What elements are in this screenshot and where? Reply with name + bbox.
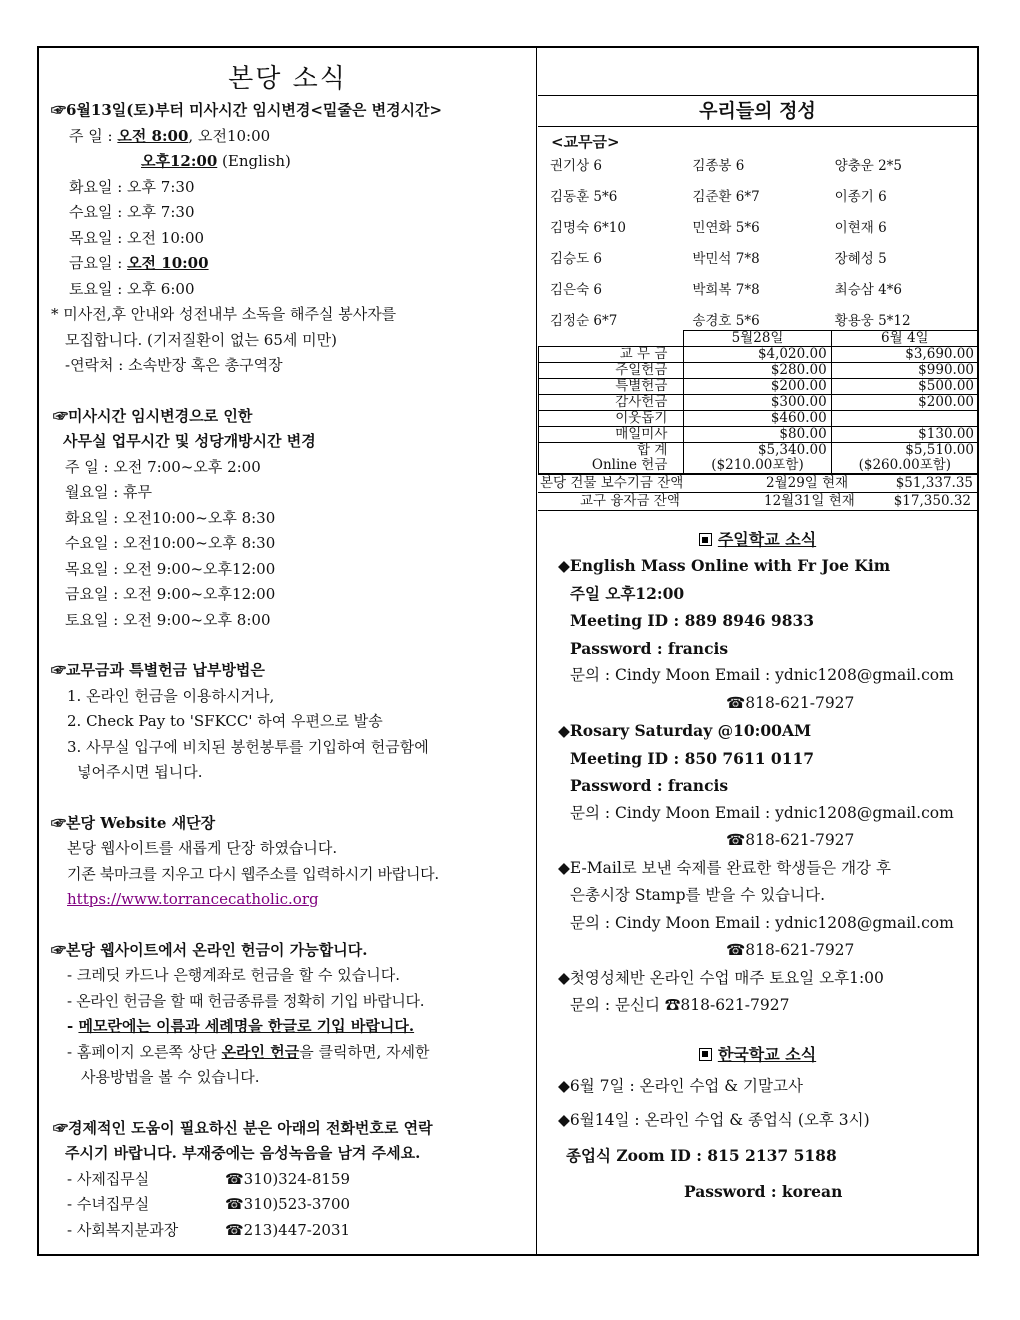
assistance-heading-2: 주시기 바랍니다. 부재중에는 음성녹음을 남겨 주세요.	[65, 1144, 421, 1162]
date-header: 5월28일	[684, 331, 831, 347]
friday-label: 금요일 :	[69, 254, 128, 272]
payment-line-3: 3. 사무실 입구에 비치된 봉헌봉투를 기입하여 헌금함에	[67, 737, 429, 756]
offering-value: $130.00	[831, 427, 978, 443]
meeting-password: Password : francis	[570, 638, 729, 658]
office-hours-row: 토요일 : 오전 9:00~오후 8:00	[65, 610, 271, 629]
korean-school-heading	[538, 1042, 977, 1065]
donor-row	[538, 244, 977, 275]
rosary-item: ◆Rosary Saturday @10:00AM	[558, 721, 812, 740]
sunday-label: 주 일 :	[69, 126, 113, 145]
online-giving-line-5: 사용방법을 볼 수 있습니다.	[81, 1068, 260, 1086]
donor-entry: 박민석 7*8	[692, 251, 760, 267]
assistance-heading-1: ☞경제적인 도움이 필요하신 분은 아래의 전화번호로 연락	[53, 1118, 433, 1137]
memo-instruction: 메모란에는 이름과 세례명을 한글로 기입 바랍니다.	[78, 1017, 415, 1035]
offering-label: 이웃돕기	[539, 411, 684, 427]
sunday-row	[51, 124, 536, 150]
website-heading: ☞본당 Website 새단장	[51, 813, 216, 832]
balance-date: 2월29일 현재	[766, 475, 849, 491]
left-column	[39, 48, 536, 1254]
donor-entry: 김정순 6*7	[550, 313, 618, 329]
volunteer-note-2: 모집합니다. (기저질환이 없는 65세 미만)	[65, 330, 337, 349]
website-line-1: 본당 웹사이트를 새롭게 단장 하였습니다.	[67, 839, 338, 857]
english-mass-item: ◆English Mass Online with Fr Joe Kim	[558, 556, 891, 575]
korean-school-item: ◆6월 7일 : 온라인 수업 & 기말고사	[558, 1076, 803, 1095]
first-communion-contact: 문의 : 문신디 ☎818-621-7927	[570, 996, 790, 1014]
thursday-row: 목요일 : 오전 10:00	[69, 228, 205, 247]
homework-item: ◆E-Mail로 보낸 숙제를 완료한 학생들은 개강 후	[558, 858, 891, 877]
donor-entry: 김은숙 6	[550, 282, 603, 298]
office-hours-heading-2: 사무실 업무시간 및 성당개방시간 변경	[63, 432, 316, 450]
contact-phone: ☎818-621-7927	[726, 693, 855, 712]
payment-line-2: 2. Check Pay to 'SFKCC' 하여 우편으로 발송	[67, 712, 383, 730]
balance-amount: $17,350.32	[893, 493, 971, 509]
online-giving-line-1: - 크레딧 카드나 은행계좌로 헌금을 할 수 있습니다.	[67, 966, 401, 984]
donor-row	[538, 213, 977, 244]
contact-phone: ☎213)447-2031	[225, 1220, 351, 1239]
offering-value: $3,690.00	[831, 347, 978, 363]
offering-label: 주일헌금	[539, 363, 684, 379]
graduation-password: Password : korean	[684, 1181, 843, 1201]
online-giving-section	[39, 938, 536, 1091]
donor-entry: 권기상 6	[550, 158, 603, 174]
sunday-row-2	[51, 149, 536, 175]
tuesday-row: 화요일 : 오후 7:30	[69, 177, 195, 196]
contact-row	[53, 1167, 536, 1193]
meeting-id: Meeting ID : 889 8946 9833	[570, 611, 815, 630]
donor-entry: 이현재 6	[834, 220, 887, 236]
offering-value: $280.00	[684, 363, 831, 379]
offering-value: $200.00	[684, 379, 831, 395]
offering-row	[539, 363, 979, 379]
offering-value: $300.00	[684, 395, 831, 411]
donor-entry: 김준환 6*7	[692, 189, 760, 205]
contact-phone: ☎310)324-8159	[225, 1169, 351, 1188]
donor-row	[538, 275, 977, 306]
sunday-school-heading	[538, 527, 977, 550]
balance-label: 본당 건물 보수기금 잔액	[540, 475, 684, 491]
sunday-time-changed: 오전 8:00	[117, 126, 189, 145]
wednesday-row: 수요일 : 오후 7:30	[69, 203, 195, 221]
balance-row	[538, 474, 977, 493]
contact-row	[53, 1218, 536, 1244]
online-giving-keyword: 온라인 헌금	[221, 1042, 300, 1061]
offering-value: ($260.00포함)	[831, 458, 978, 474]
sunday-english-label: (English)	[217, 152, 291, 170]
contact-phone: ☎310)523-3700	[225, 1195, 351, 1213]
donor-row	[538, 182, 977, 213]
donor-entry: 최승삼 4*6	[834, 282, 902, 298]
offering-value: $460.00	[684, 411, 831, 427]
date-header: 6월 4일	[831, 331, 978, 347]
assistance-section	[39, 1116, 536, 1244]
balance-date: 12월31일 현재	[764, 493, 855, 509]
offering-value: $200.00	[831, 395, 978, 411]
online-giving-heading: ☞본당 웹사이트에서 온라인 헌금이 가능합니다.	[51, 940, 368, 959]
contact-row	[53, 1192, 536, 1218]
page-title: 본당 소식	[228, 64, 347, 94]
right-column	[538, 48, 977, 1254]
office-hours-row: 금요일 : 오전 9:00~오후12:00	[65, 585, 276, 603]
donor-entry: 송경호 5*6	[692, 313, 760, 329]
donor-entry: 장혜성 5	[834, 251, 887, 267]
offering-label: 감사헌금	[539, 395, 684, 411]
korean-school-title: 한국학교 소식	[717, 1044, 817, 1064]
dash: -	[67, 1017, 79, 1035]
office-hours-list	[53, 455, 536, 634]
website-line-2: 기존 북마크를 지우고 다시 웹주소를 입력하시기 바랍니다.	[67, 864, 439, 883]
offering-value: $500.00	[831, 379, 978, 395]
offering-value: $4,020.00	[684, 347, 831, 363]
sunday-school-body	[538, 552, 977, 1020]
offering-row	[539, 395, 979, 411]
sunday-school-title: 주일학교 소식	[717, 530, 817, 549]
first-communion-item: ◆첫영성체반 온라인 수업 매주 토요일 오후1:00	[558, 968, 884, 987]
offering-value: ($210.00포함)	[684, 458, 831, 474]
online-giving-text-2: 을 클릭하면, 자세한	[299, 1042, 430, 1061]
donor-entry: 김종봉 6	[692, 158, 745, 174]
balance-label: 교구 융자금 잔액	[580, 493, 680, 509]
website-section	[39, 811, 536, 913]
offering-row	[539, 347, 979, 363]
offering-label: 교 무 금	[539, 347, 684, 363]
office-hours-row: 화요일 : 오전10:00~오후 8:30	[65, 508, 276, 527]
online-giving-line-4	[51, 1040, 536, 1066]
english-mass-time: 주일 오후12:00	[570, 583, 685, 603]
online-giving-text: - 홈페이지 오른쪽 상단	[67, 1042, 222, 1061]
korean-school-body	[538, 1069, 977, 1209]
donor-list	[538, 151, 977, 337]
mass-schedule-section	[39, 98, 536, 379]
volunteer-note-3: -연락처 : 소속반장 혹은 총구역장	[65, 356, 283, 374]
meeting-password: Password : francis	[570, 776, 729, 795]
offering-row	[539, 427, 979, 443]
contact-name: - 사제집무실	[67, 1169, 150, 1188]
office-hours-section	[39, 404, 536, 634]
offering-label: Online 헌금	[539, 458, 684, 474]
homework-note: 은총시장 Stamp를 받을 수 있습니다.	[570, 886, 826, 904]
office-hours-row: 목요일 : 오전 9:00~오후12:00	[65, 559, 276, 578]
offering-value: $80.00	[684, 427, 831, 443]
friday-row	[51, 251, 536, 277]
online-giving-line-3	[51, 1014, 536, 1040]
online-giving-line-2: - 온라인 헌금을 할 때 헌금종류를 정확히 기입 바랍니다.	[67, 991, 425, 1010]
donor-entry: 민연화 5*6	[692, 220, 760, 236]
payment-line-1: 1. 온라인 헌금을 이용하시거나,	[67, 686, 275, 705]
donor-entry: 김명숙 6*10	[550, 220, 626, 236]
bulletin-page	[37, 46, 979, 1256]
contact-email: 문의 : Cindy Moon Email : ydnic1208@gmail.com	[570, 803, 954, 822]
meeting-id: Meeting ID : 850 7611 0117	[570, 748, 815, 768]
donor-entry: 황용웅 5*12	[834, 313, 911, 329]
korean-school-item: ◆6월14일 : 온라인 수업 & 종업식 (오후 3시)	[558, 1110, 870, 1129]
balance-row	[538, 493, 977, 511]
right-header-blank	[538, 48, 977, 96]
offering-value: $5,340.00	[684, 443, 831, 459]
offerings-heading: 우리들의 정성	[538, 96, 977, 127]
sunday-english-time: 오후12:00	[141, 152, 218, 170]
offering-value: $990.00	[831, 363, 978, 379]
website-link[interactable]: https://www.torrancecatholic.org	[67, 890, 319, 908]
friday-time-changed: 오전 10:00	[127, 254, 209, 272]
donor-entry: 김동훈 5*6	[550, 189, 618, 205]
offering-value: $5,510.00	[831, 443, 978, 459]
offering-total-row	[539, 443, 979, 459]
contact-name: - 수녀집무실	[67, 1195, 150, 1213]
payment-section	[39, 658, 536, 786]
square-bullet-icon	[699, 1048, 712, 1061]
donor-entry: 양충운 2*5	[834, 158, 902, 174]
square-bullet-icon	[699, 533, 712, 546]
column-divider	[536, 48, 537, 1254]
graduation-zoom-id: 종업식 Zoom ID : 815 2137 5188	[566, 1145, 837, 1165]
offering-row	[539, 379, 979, 395]
office-hours-heading-1: ☞미사시간 임시변경으로 인한	[53, 406, 253, 425]
donor-row	[538, 151, 977, 182]
balance-amount: $51,337.35	[895, 475, 973, 491]
offering-label: 매일미사	[539, 427, 684, 443]
offering-table	[538, 330, 979, 474]
office-hours-row: 월요일 : 휴무	[65, 483, 153, 501]
payment-heading: ☞교무금과 특별헌금 납부방법은	[51, 661, 265, 679]
mass-schedule-heading: ☞6월13일(토)부터 미사시간 임시변경<밑줄은 변경시간>	[51, 101, 443, 119]
office-hours-row: 주 일 : 오전 7:00~오후 2:00	[65, 457, 261, 476]
offering-online-row	[539, 458, 979, 474]
contact-phone: ☎818-621-7927	[726, 831, 855, 849]
sunday-time-2: , 오전10:00	[188, 126, 271, 145]
payment-line-4: 넣어주시면 됩니다.	[77, 763, 203, 781]
balances	[538, 474, 977, 511]
offering-row	[539, 411, 979, 427]
contact-phone: ☎818-621-7927	[726, 941, 855, 959]
donor-entry: 이종기 6	[834, 189, 887, 205]
donor-entry: 김승도 6	[550, 251, 603, 267]
donor-entry: 박희복 7*8	[692, 282, 760, 298]
offering-label: 특별헌금	[539, 379, 684, 395]
volunteer-note-1: * 미사전,후 안내와 성전내부 소독을 해주실 봉사자를	[51, 305, 397, 323]
website-link-row	[51, 887, 536, 913]
contact-name: - 사회복지분과장	[67, 1220, 179, 1239]
offering-label: 합 계	[539, 443, 684, 459]
contact-email: 문의 : Cindy Moon Email : ydnic1208@gmail.com	[570, 913, 954, 932]
contact-email: 문의 : Cindy Moon Email : ydnic1208@gmail.com	[570, 666, 954, 684]
saturday-row: 토요일 : 오후 6:00	[69, 279, 195, 298]
donor-list-title: <교무금>	[551, 133, 620, 151]
offering-value	[831, 411, 978, 427]
office-hours-row: 수요일 : 오전10:00~오후 8:30	[65, 534, 276, 552]
